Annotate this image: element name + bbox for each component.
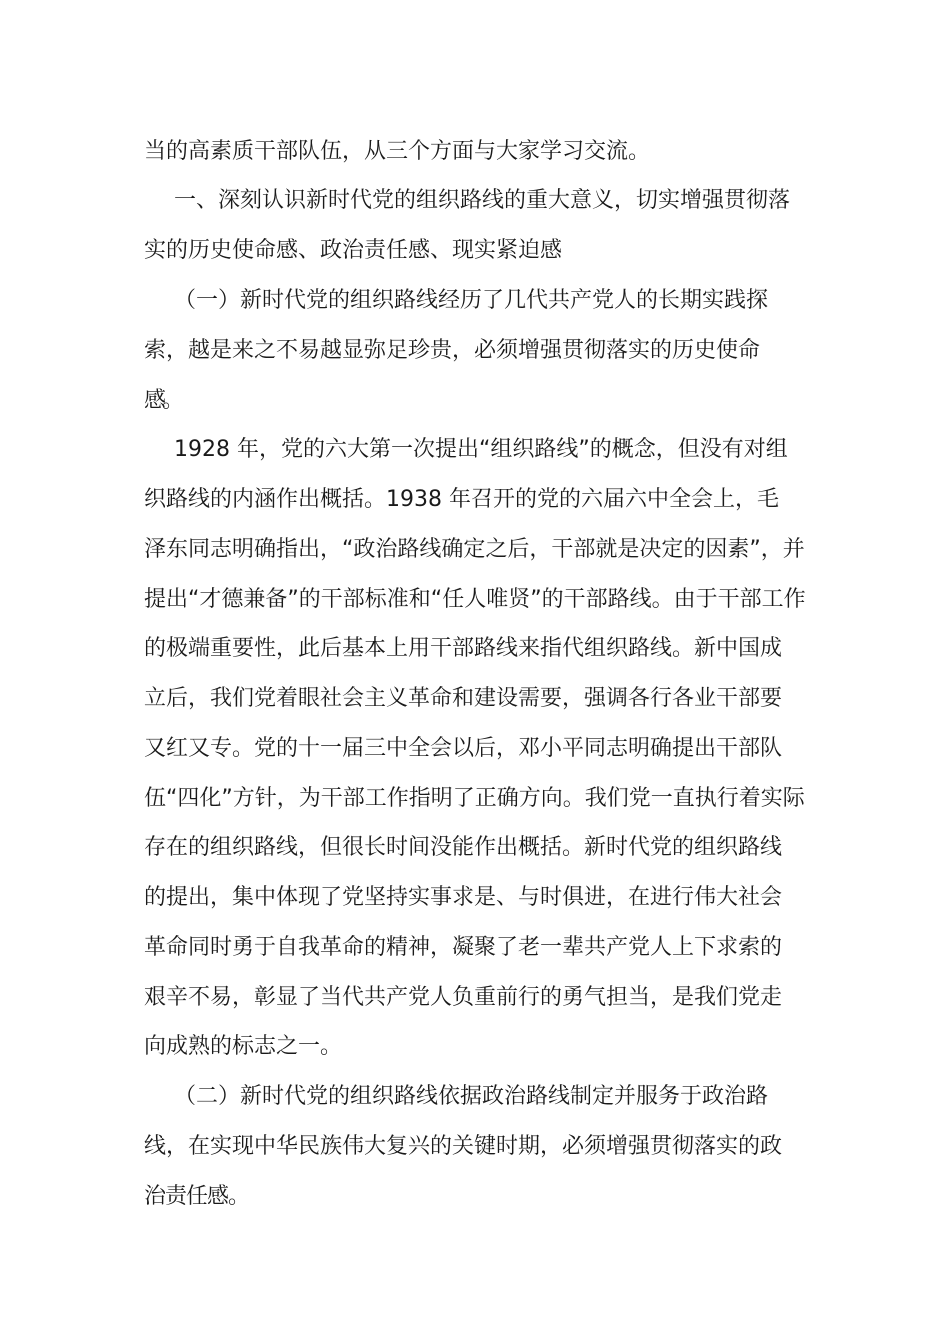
subsection-heading-line: 线，在实现中华民族伟大复兴的关键时期，必须增强贯彻落实的政 — [144, 1134, 783, 1159]
text-line: 存在的组织路线，但很长时间没能作出概括。新时代党的组织路线 — [144, 835, 783, 860]
text-line: 的提出，集中体现了党坚持实事求是、与时俱进，在进行伟大社会 — [144, 885, 783, 910]
text-line: 艰辛不易，彰显了当代共产党人负重前行的勇气担当，是我们党走 — [144, 985, 783, 1010]
subsection-heading-line: 治责任感。 — [144, 1184, 250, 1209]
text-line: 立后，我们党着眼社会主义革命和建设需要，强调各行各业干部要 — [144, 686, 783, 711]
section-heading-line: 实的历史使命感、政治责任感、现实紧迫感 — [144, 238, 563, 263]
text-line: 伍“四化”方针，为干部工作指明了正确方向。我们党一直执行着实际 — [144, 786, 805, 811]
text-line: 的极端重要性，此后基本上用干部路线来指代组织路线。新中国成 — [144, 636, 783, 661]
text-line: 向成熟的标志之一。 — [144, 1034, 343, 1059]
text-line: 当的高素质干部队伍，从三个方面与大家学习交流。 — [144, 139, 651, 164]
section-heading-line: 一、深刻认识新时代党的组织路线的重大意义，切实增强贯彻落 — [174, 188, 791, 213]
subsection-heading-line: （二）新时代党的组织路线依据政治路线制定并服务于政治路 — [174, 1084, 769, 1109]
subsection-heading-line: 感。 — [144, 388, 181, 413]
subsection-heading-line: （一）新时代党的组织路线经历了几代共产党人的长期实践探 — [174, 288, 769, 313]
text-line: 提出“才德兼备”的干部标准和“任人唯贤”的干部路线。由于干部工作 — [144, 587, 806, 612]
text-line: 泽东同志明确指出，“政治路线确定之后，干部就是决定的因素”，并 — [144, 537, 805, 562]
text-line: 革命同时勇于自我革命的精神，凝聚了老一辈共产党人上下求索的 — [144, 935, 783, 960]
text-line: 1928 年，党的六大第一次提出“组织路线”的概念，但没有对组 — [174, 437, 788, 462]
text-line: 织路线的内涵作出概括。1938 年召开的党的六届六中全会上，毛 — [144, 487, 779, 512]
subsection-heading-line: 索，越是来之不易越显弥足珍贵，必须增强贯彻落实的历史使命 — [144, 338, 761, 363]
text-line: 又红又专。党的十一届三中全会以后，邓小平同志明确提出干部队 — [144, 736, 783, 761]
